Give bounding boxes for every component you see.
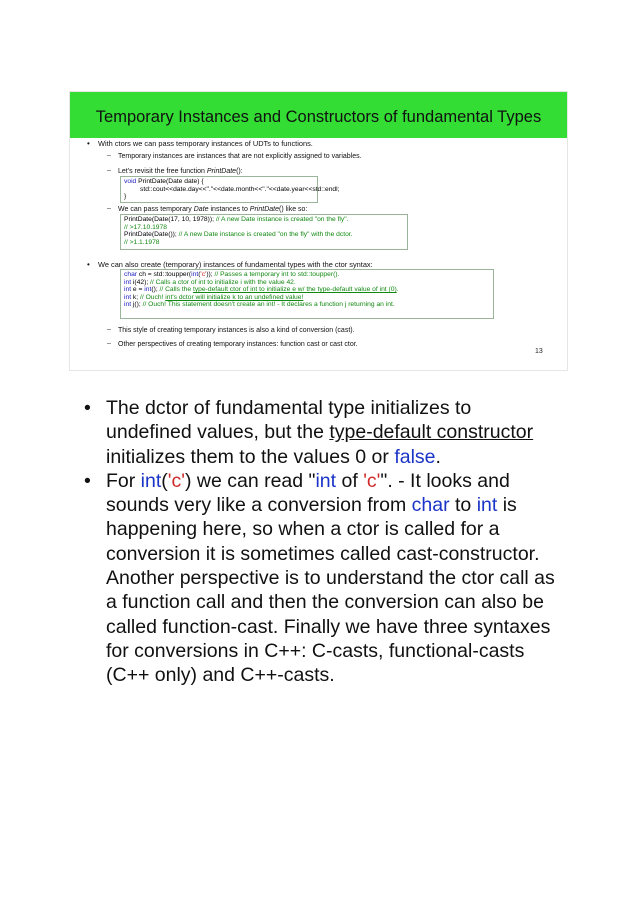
code-block-temporary-date: PrintDate(Date(17, 10, 1978)); // A new Date instance is created "on the fly". // >17.10.1978 PrintDate(Date()); // A new Date instance is created "on the fly" with the dctor. // >1.1.1978 (120, 214, 408, 250)
sub-bullet-2: Let's revisit the free function PrintDate(): (118, 168, 243, 175)
bullet-1-text: With ctors we can pass temporary instances of UDTs to functions. (98, 139, 313, 148)
bullet-dot: • (87, 139, 90, 148)
dash-marker: – (107, 340, 111, 347)
sub-bullet-1: Temporary instances are instances that are not explicitly assigned to variables. (118, 153, 362, 160)
dash-marker: – (107, 205, 111, 212)
slide-title: Temporary Instances and Constructors of fundamental Types (95, 108, 542, 126)
code-block-fundamental-ctors: char ch = std::toupper(int('c')); // Passes a temporary int to std::toupper(). int i(42); // Calls a ctor of int to initialize i with the value 42. int e = int(); // Calls the type-default ctor of int to initialize e w/ the type-default value of int (0). int k; // Ouch! int's dctor will initialize k to an undefined value! int j(); // Ouch! This statement doesn't create an int! - It declares a function j returning an int. (120, 269, 494, 319)
bullet-dot: • (87, 260, 90, 269)
sub-bullet-3: We can pass temporary Date instances to PrintDate() like so: (118, 206, 308, 213)
dash-marker: – (107, 167, 111, 174)
sub-bullet-5: Other perspectives of creating temporary instances: function cast or cast ctor. (118, 341, 358, 348)
note-paragraph-1: • The dctor of fundamental type initializes to undefined values, but the type-default constructor initializes them to the values 0 or false. (84, 397, 534, 468)
speaker-notes (82, 396, 562, 688)
bullet-dot: • (84, 397, 91, 419)
slide (70, 92, 567, 370)
page-number: 13 (535, 348, 543, 355)
code-block-printdate: void PrintDate(Date date) { std::cout<<date.day<<"."<<date.month<<"."<<date.year<<std::endl; } (120, 176, 318, 203)
bullet-2-text: We can also create (temporary) instances of fundamental types with the ctor syntax: (98, 260, 373, 269)
slide-title-bar (70, 92, 567, 138)
sub-bullet-4: This style of creating temporary instances is also a kind of conversion (cast). (118, 327, 355, 334)
dash-marker: – (107, 152, 111, 159)
note-paragraph-2: • For int('c') we can read "int of 'c'". - It looks and sounds very like a conversion from char to int is happening here, so when a ctor is called for a conversion it is sometimes called cast-constructor. Another perspective is to understand the ctor call as a function call and then the conversion can also be called function-cast. Finally we have three syntaxes for conversions in C++: C-casts, functional-casts (C++ only) and C++-casts. (84, 469, 555, 687)
bullet-dot: • (84, 469, 91, 492)
dash-marker: – (107, 326, 111, 333)
